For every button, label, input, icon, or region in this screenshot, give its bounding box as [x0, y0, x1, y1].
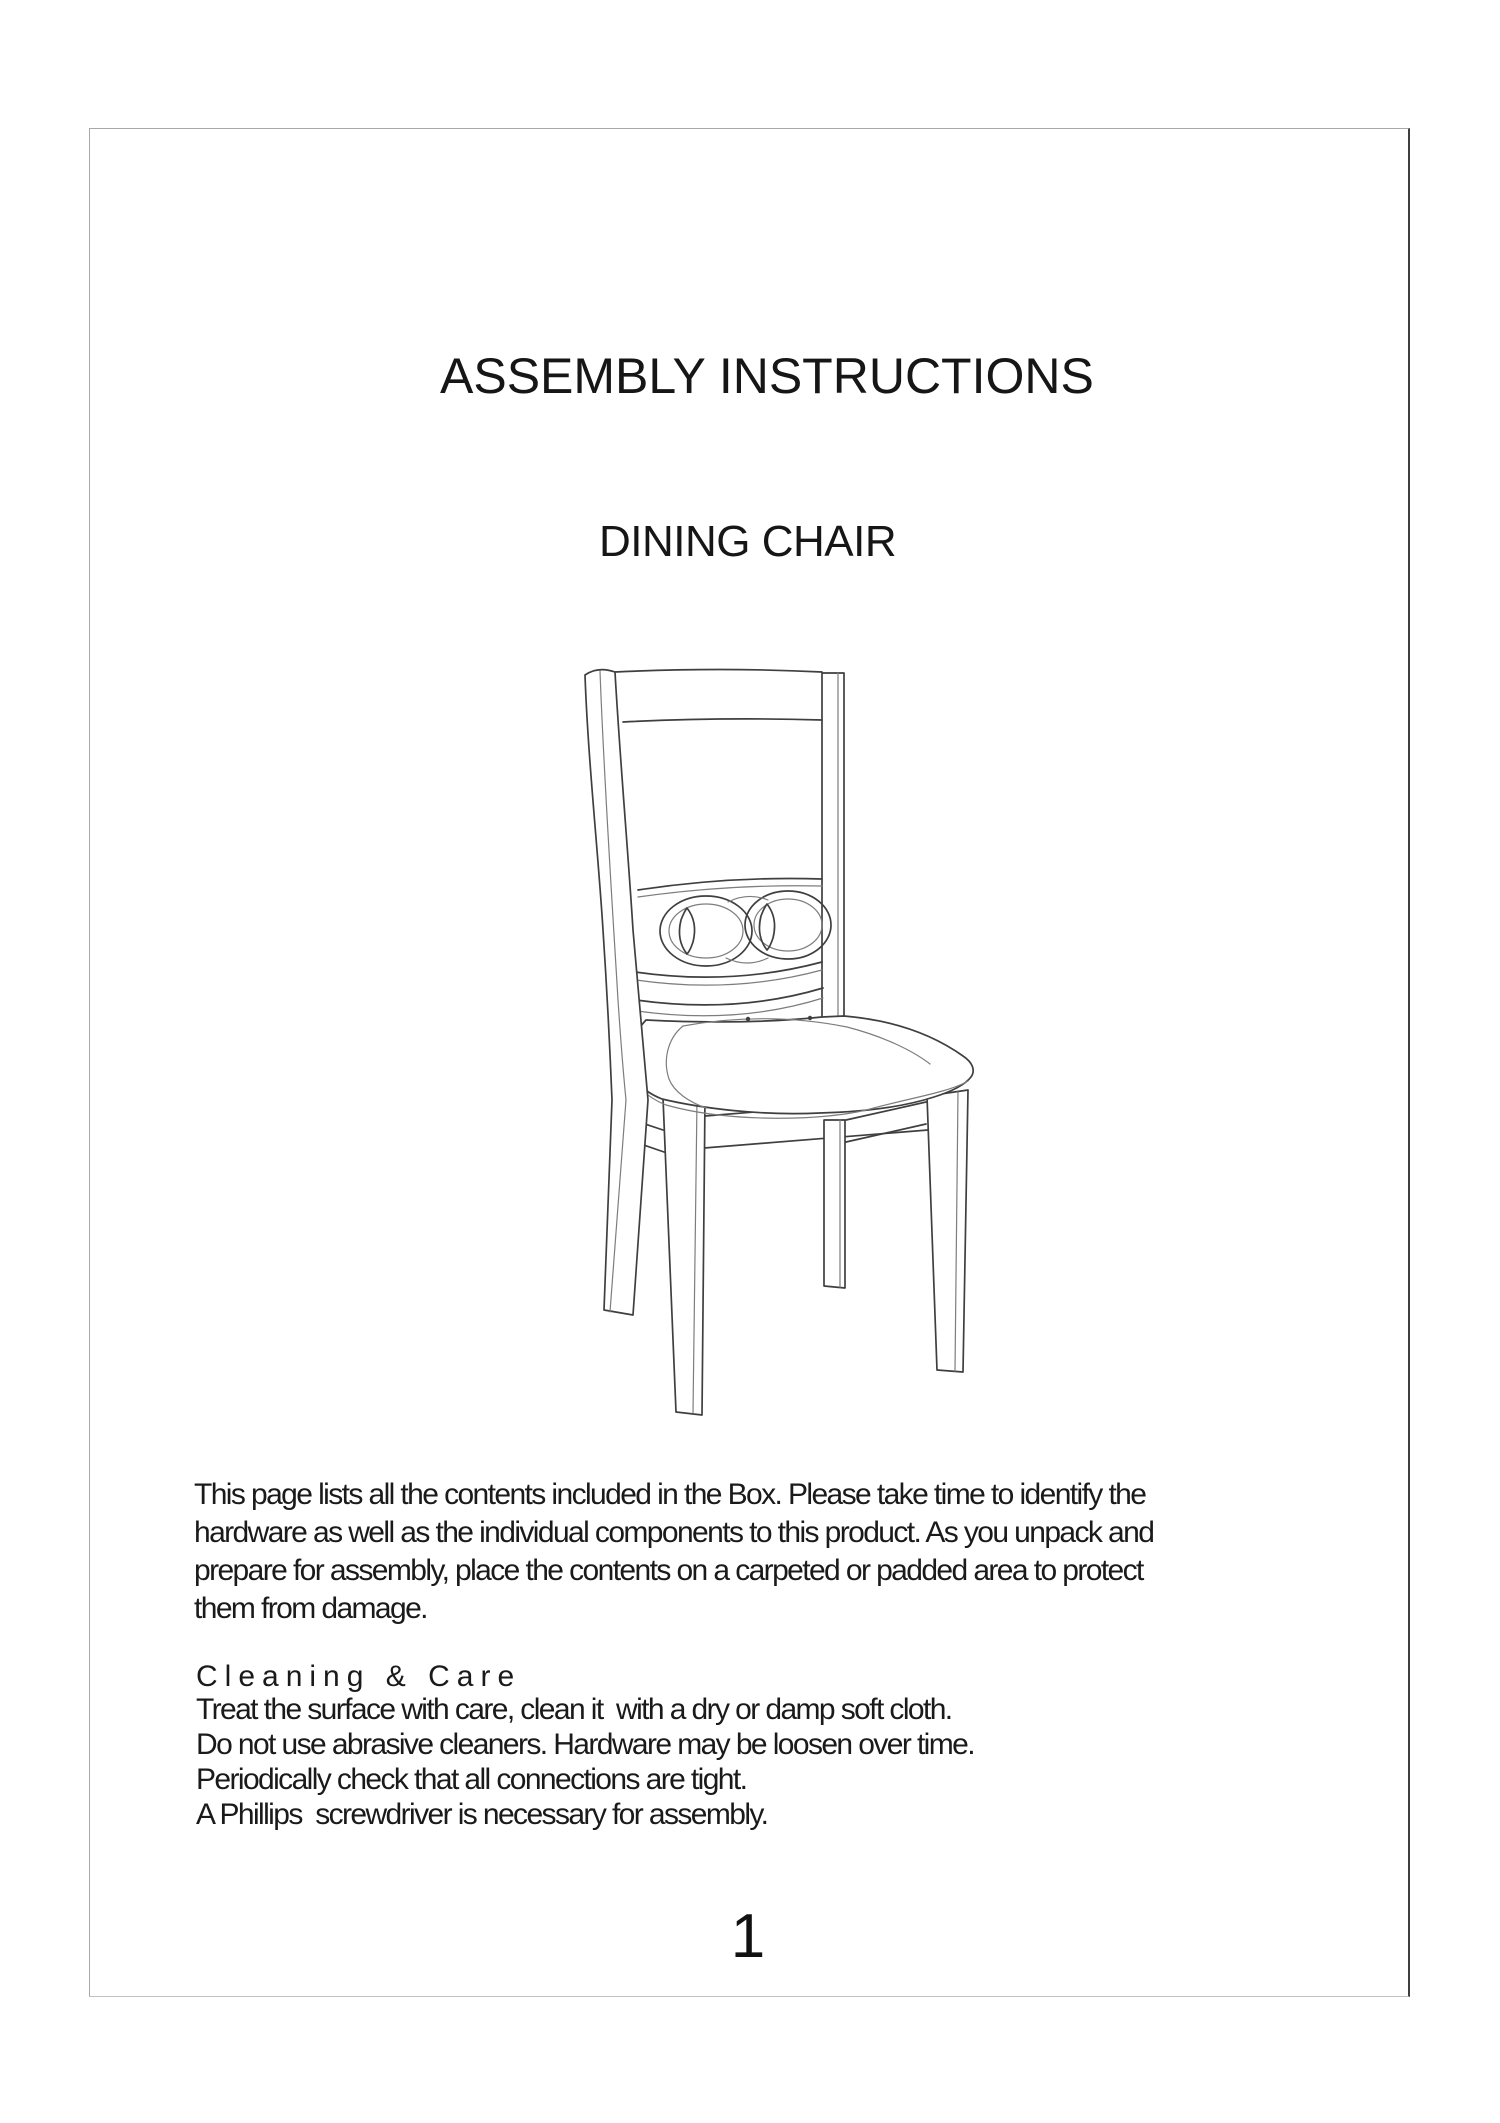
care-line: Treat the surface with care, clean it with a dry or damp soft cloth. [196, 1693, 952, 1726]
intro-line: hardware as well as the individual components to this product. As you unpack and [194, 1516, 1154, 1549]
care-heading: Cleaning & Care [196, 1660, 522, 1693]
chair-front-right-leg [927, 1090, 968, 1372]
chair-right-stile [822, 673, 844, 1022]
page-number: 1 [730, 1902, 766, 1971]
page-title: ASSEMBLY INSTRUCTIONS [440, 348, 1094, 404]
intro-line: This page lists all the contents included in the Box. Please take time to identify the [194, 1478, 1146, 1511]
chair-line-drawing [520, 620, 1080, 1480]
chair-illustration [520, 620, 1080, 1480]
intro-line: prepare for assembly, place the contents on a carpeted or padded area to protect [194, 1554, 1143, 1587]
care-line: A Phillips screwdriver is necessary for assembly. [196, 1798, 768, 1831]
care-line: Do not use abrasive cleaners. Hardware may be loosen over time. [196, 1728, 974, 1761]
chair-back-right-leg [824, 1120, 845, 1288]
intro-paragraph [194, 1476, 1354, 1628]
chair-seat-cushion [628, 1016, 973, 1114]
care-instructions [196, 1692, 1356, 1832]
intro-line: them from damage. [194, 1592, 427, 1625]
care-line: Periodically check that all connections are tight. [196, 1763, 747, 1796]
product-name: DINING CHAIR [599, 517, 897, 566]
chair-front-left-leg [663, 1098, 705, 1415]
